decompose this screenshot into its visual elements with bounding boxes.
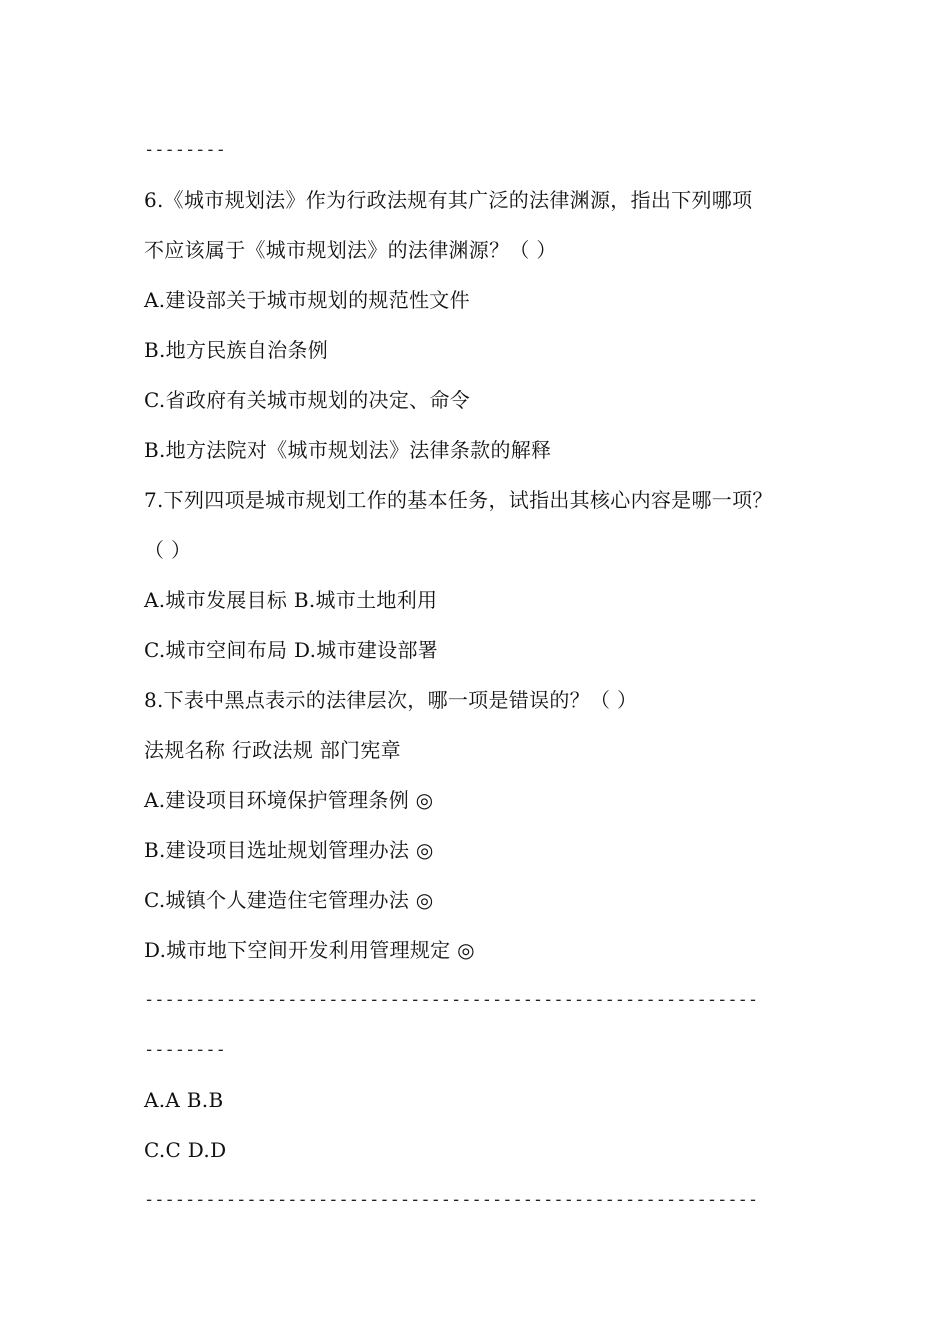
question-7-line-1: 7.下列四项是城市规划工作的基本任务，试指出其核心内容是哪一项？ <box>144 488 773 512</box>
question-8-row-b: B.建设项目选址规划管理办法 ◎ <box>144 838 434 862</box>
question-8-row-d: D.城市地下空间开发利用管理规定 ◎ <box>144 938 475 962</box>
question-6-option-b: B.地方民族自治条例 <box>144 338 329 362</box>
question-6-option-d: B.地方法院对《城市规划法》法律条款的解释 <box>144 438 552 462</box>
question-6-line-2: 不应该属于《城市规划法》的法律渊源？（ ） <box>144 238 557 262</box>
question-8-row-a: A.建设项目环境保护管理条例 ◎ <box>144 788 434 812</box>
question-8-options-cd: C.C D.D <box>144 1138 227 1162</box>
separator-line: -------- <box>144 1040 226 1060</box>
question-7-options-cd: C.城市空间布局 D.城市建设部署 <box>144 638 439 662</box>
question-6-option-c: C.省政府有关城市规划的决定、命令 <box>144 388 471 412</box>
question-8-table-header: 法规名称 行政法规 部门宪章 <box>144 738 401 762</box>
document-page <box>144 0 844 1344</box>
question-6-option-a: A.建设部关于城市规划的规范性文件 <box>144 288 470 312</box>
question-6-line-1: 6.《城市规划法》作为行政法规有其广泛的法律渊源，指出下列哪项 <box>144 188 753 212</box>
question-7-line-2: （ ） <box>144 538 192 562</box>
question-8-row-c: C.城镇个人建造住宅管理办法 ◎ <box>144 888 434 912</box>
question-7-options-ab: A.城市发展目标 B.城市土地利用 <box>144 588 438 612</box>
separator-line: ------------------------------------------------------------ <box>144 1190 759 1210</box>
separator-line: ------------------------------------------------------------ <box>144 990 759 1010</box>
separator-line: -------- <box>144 140 226 160</box>
question-8-line-1: 8.下表中黑点表示的法律层次，哪一项是错误的？（ ） <box>144 688 638 712</box>
question-8-options-ab: A.A B.B <box>144 1088 224 1112</box>
